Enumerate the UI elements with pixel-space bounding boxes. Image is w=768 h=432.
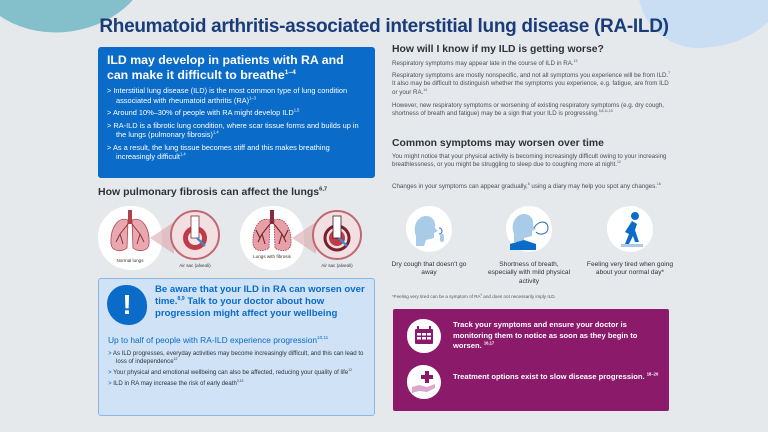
alert-bullet: > Your physical and emotional wellbeing can also be affected, reducing your quality of life$^{12}$ <box>108 369 370 377</box>
intro-bullet: > Around 10%–30% of people with RA might develop ILD$^{1,5}$ <box>107 108 367 118</box>
exclamation-icon: ! <box>107 285 147 325</box>
intro-box <box>98 47 375 178</box>
air-sac-label: Air sac (alveoli) <box>321 263 353 268</box>
progression-alert-box <box>98 278 375 416</box>
alert-list <box>108 350 370 391</box>
common-paragraph: Changes in your symptoms can appear gradually,$^8$ using a diary may help you spot any changes.$^{16}$ <box>392 181 661 190</box>
symptom-shortness-of-breath <box>484 206 574 286</box>
dry-cough-icon <box>406 206 452 252</box>
lung-label: Normal lungs <box>116 258 144 263</box>
shortness-of-breath-icon <box>506 206 552 252</box>
worse-paragraph: Respiratory symptoms are mostly nonspecific, and not all symptoms you experience will be from ILD.$^7$ It also may be difficult to distinguish whether the symptoms you experience, e.g. fatigue, are from ILD or your RA.$^{14}$ <box>392 70 671 96</box>
action-box <box>393 309 669 411</box>
action-text: Treatment options exist to slow disease progression. $^{18-20}$ <box>453 371 659 381</box>
action-text: Track your symptoms and ensure your doctor is monitoring them to notice as soon as they begin to worsen. $^{16,17}$ <box>453 320 638 350</box>
air-sac-fibrosis-icon <box>312 210 362 260</box>
page-title: Rheumatoid arthritis-associated interstitial lung disease (RA-ILD) <box>99 16 669 37</box>
alert-headline: Be aware that your ILD in RA can worsen over time.$^{8,9}$ Talk to your doctor about how progression might affect your wellbeing <box>155 284 365 319</box>
air-sac-normal-icon <box>170 210 220 260</box>
normal-lungs-icon <box>108 210 152 256</box>
fibrosis-section-title: How pulmonary fibrosis can affect the lungs$^{6,7}$ <box>98 186 328 198</box>
worse-paragraph: However, new respiratory symptoms or worsening of existing respiratory symptoms (e.g. dry cough, shortness of breath and fatigue) may be a sign that your ILD is progressing.$^{5,8,11,15}$ <box>392 102 665 118</box>
symptom-fatigue <box>585 206 675 278</box>
air-sac-label: Air sac (alveoli) <box>179 263 211 268</box>
tired-person-icon <box>607 206 653 252</box>
common-symptoms-heading: Common symptoms may worsen over time <box>392 138 604 149</box>
intro-bullet: > Interstitial lung disease (ILD) is the most common type of lung condition associated with rheumatoid arthritis (RA)$^{1-3}$ <box>107 86 367 105</box>
symptom-dry-cough <box>384 206 474 278</box>
alert-bullet: > ILD in RA may increase the risk of early death$^{3,13}$ <box>108 380 370 388</box>
alert-bullet: > As ILD progresses, everyday activities may become increasingly difficult, and this can lead to loss of independence$^{12}$ <box>108 350 370 366</box>
footnote: *Feeling very tired can be a symptom of $RA^8$ and does not necessarily imply ILD. <box>392 293 556 299</box>
intro-bullet: > RA-ILD is a fibrotic lung condition, where scar tissue forms and builds up in the lungs (pulmonary fibrosis)$^{1,4}$ <box>107 121 367 140</box>
treatment-hand-icon <box>407 365 441 399</box>
symptom-label: Dry cough that doesn't go away <box>391 261 467 277</box>
lung-label: Lungs with fibrosis <box>253 254 291 259</box>
calendar-icon <box>407 319 441 353</box>
fibrotic-lungs-icon <box>250 210 294 256</box>
worse-paragraph: Respiratory symptoms may appear late in the course of ILD in RA.$^{13}$ <box>392 58 578 67</box>
alert-subheading: Up to half of people with RA-ILD experience progression$^{10,11}$ <box>108 335 329 345</box>
intro-bullet: > As a result, the lung tissue becomes stiff and this makes breathing increasingly difficult$^{1,4}$ <box>107 143 367 162</box>
intro-heading: ILD may develop in patients with RA and can make it difficult to breathe$^{1-4}$ <box>107 53 344 82</box>
symptom-label: Feeling very tired when going about your normal day* <box>586 261 674 277</box>
common-paragraph: You might notice that your physical activity is becoming increasingly difficult owing to your increasing breathlessness, or you might be struggling to sleep due to coughing more at night.$^{12}$ <box>392 153 667 169</box>
symptom-label: Shortness of breath, especially with mild physical activity <box>487 261 571 285</box>
worse-heading: How will I know if my ILD is getting worse? <box>392 44 604 55</box>
normal-lungs-panel <box>98 206 238 274</box>
intro-list <box>107 86 367 162</box>
fibrosis-lungs-panel <box>240 206 380 274</box>
